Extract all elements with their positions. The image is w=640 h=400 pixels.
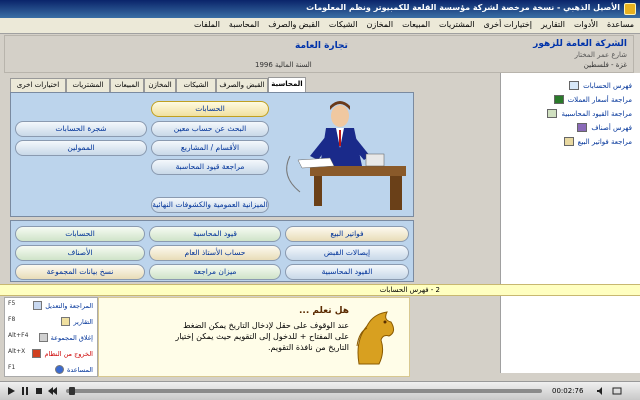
quick-close-group[interactable]	[39, 333, 93, 342]
tab-other-options[interactable]: اختيارات اخرى	[10, 78, 66, 92]
seek-thumb[interactable]	[69, 387, 75, 395]
play-icon[interactable]	[6, 386, 16, 396]
tab-stores[interactable]: المخازن	[144, 78, 176, 92]
items-icon	[577, 123, 587, 132]
menu-receipts[interactable]: القبض والصرف	[268, 20, 320, 29]
stop-icon[interactable]	[34, 386, 44, 396]
accounts-button[interactable]: الحسابات	[151, 101, 269, 117]
receipts-button[interactable]: إيصالات القبض	[285, 245, 409, 261]
tab-receipts[interactable]: القبض والصرف	[216, 78, 268, 92]
invoice-icon	[564, 137, 574, 146]
quick-shortcut: Alt+F4	[8, 332, 29, 339]
quick-review-edit[interactable]	[33, 301, 93, 310]
sales-invoices-button[interactable]: فواتير البيع	[285, 226, 409, 242]
accounts-tree-button[interactable]: شجرة الحسابات	[15, 121, 147, 137]
quick-label: التقارير	[73, 317, 93, 326]
tip-box	[98, 297, 410, 377]
balance-sheet-button[interactable]: الميزانية العمومية والكشوفات النهائية	[151, 197, 269, 213]
fullscreen-icon[interactable]	[612, 386, 622, 396]
side-item-label: فهرس الحسابات	[583, 81, 632, 90]
quick-label: المساعدة	[66, 365, 93, 374]
company-trade: تجارة العامة	[295, 41, 348, 51]
menu-items	[194, 20, 634, 29]
quick-label: المراجعة والتعديل	[45, 301, 93, 310]
status-bar	[0, 284, 640, 296]
search-account-button[interactable]: البحث عن حساب معين	[151, 121, 269, 137]
side-item-items-index[interactable]	[577, 123, 632, 132]
menu-accounting[interactable]: المحاسبة	[228, 20, 260, 29]
quick-reports[interactable]	[61, 317, 93, 326]
app-icon	[624, 3, 636, 15]
side-panel	[500, 73, 640, 373]
quick-shortcut: F8	[8, 316, 16, 323]
ledger-icon	[547, 109, 557, 118]
horse-logo-icon	[349, 306, 401, 370]
status-label: 2 - فهرس الحسابات	[379, 286, 440, 294]
window-title: الأصيل الذهبي - نسخة مرخصة لشركة مؤسسة القلعة للكمبيوتر ونظم المعلومات	[306, 3, 620, 12]
money-icon	[554, 95, 564, 104]
exit-icon	[32, 349, 41, 358]
accounts-shortcut-button[interactable]: الحسابات	[15, 226, 145, 242]
menu-tools[interactable]: الأدوات	[574, 20, 598, 29]
quick-shortcut: Alt+X	[8, 348, 26, 355]
fiscal-year: السنة المالية 1996	[255, 61, 312, 69]
general-ledger-button[interactable]: حساب الأستاذ العام	[149, 245, 281, 261]
company-street: شارع عمر المختار	[574, 51, 627, 59]
title-bar	[0, 0, 640, 18]
menu-sales[interactable]: المبيعات	[402, 20, 431, 29]
trial-balance-button[interactable]: ميزان مراجعة	[149, 264, 281, 280]
company-address: غزة - فلسطين	[583, 61, 627, 69]
menu-bar	[0, 18, 640, 34]
company-header	[4, 35, 634, 73]
quick-actions	[4, 297, 98, 377]
menu-reports[interactable]: التقارير	[540, 20, 565, 29]
items-button[interactable]: الأصناف	[15, 245, 145, 261]
report-icon	[61, 317, 70, 326]
side-item-currency-rates[interactable]	[554, 95, 632, 104]
side-item-review-entries[interactable]	[547, 109, 632, 118]
pause-icon[interactable]	[20, 386, 30, 396]
side-item-accounts-index[interactable]	[569, 81, 632, 90]
quick-shortcut: F5	[8, 300, 16, 307]
quick-label: الخروج من النظام	[44, 349, 93, 358]
menu-help[interactable]: مساعدة	[606, 20, 634, 29]
side-item-label: فهرس أصناف	[591, 123, 632, 132]
rewind-icon[interactable]	[48, 386, 58, 396]
journal-entries-button[interactable]: القيود المحاسبية	[285, 264, 409, 280]
menu-stores[interactable]: المخازن	[366, 20, 394, 29]
side-item-label: مراجعة فواتير البيع	[577, 137, 632, 146]
quick-label: إغلاق المجموعة	[50, 333, 93, 342]
company-name: الشركة العامة للزهور	[533, 39, 627, 49]
departments-button[interactable]: الأقسام / المشاريع	[151, 140, 269, 156]
quick-exit[interactable]	[32, 349, 93, 358]
module-tabs	[10, 78, 306, 92]
side-item-sales-invoices[interactable]	[564, 137, 632, 146]
playback-time: 00:02:76	[552, 387, 584, 395]
tab-purchases[interactable]: المشتريات	[66, 78, 110, 92]
review-entries-button[interactable]: مراجعة قيود المحاسبة	[151, 159, 269, 175]
volume-icon[interactable]	[596, 386, 606, 396]
group-copy-button[interactable]: نسخ بيانات المجموعة	[15, 264, 145, 280]
quick-help[interactable]	[55, 365, 93, 374]
help-icon	[55, 365, 64, 374]
accounting-entries-button[interactable]: قيود المحاسبة	[149, 226, 281, 242]
edit-icon	[33, 301, 42, 310]
side-item-label: مراجعة القيود المحاسبية	[561, 109, 632, 118]
media-controls	[0, 381, 640, 400]
tab-cheques[interactable]: الشيكات	[176, 78, 216, 92]
menu-files[interactable]: الملفات	[193, 20, 220, 29]
tip-body: عند الوقوف على حقل لإدخال التاريخ يمكن الضغط على المفتاح + للدخول إلى التقويم حيث يمكن إختيار التاريخ من نافذة التقويم.	[175, 321, 349, 352]
tip-title: هل تعلم ...	[299, 306, 349, 316]
menu-other-options[interactable]: إختيارات أخرى	[483, 20, 532, 29]
shortcut-panel	[10, 220, 414, 282]
tab-sales[interactable]: المبيعات	[110, 78, 144, 92]
side-item-label: مراجعة أسعار العملات	[567, 95, 632, 104]
menu-purchases[interactable]: المشتريات	[439, 20, 475, 29]
book-icon	[569, 81, 579, 90]
tab-accounting[interactable]: المحاسبة	[268, 77, 306, 92]
close-icon	[39, 333, 48, 342]
seek-bar[interactable]	[66, 389, 542, 393]
financiers-button[interactable]: الممولين	[15, 140, 147, 156]
quick-shortcut: F1	[8, 364, 16, 371]
menu-cheques[interactable]: الشيكات	[328, 20, 358, 29]
accountant-illustration	[270, 96, 410, 212]
